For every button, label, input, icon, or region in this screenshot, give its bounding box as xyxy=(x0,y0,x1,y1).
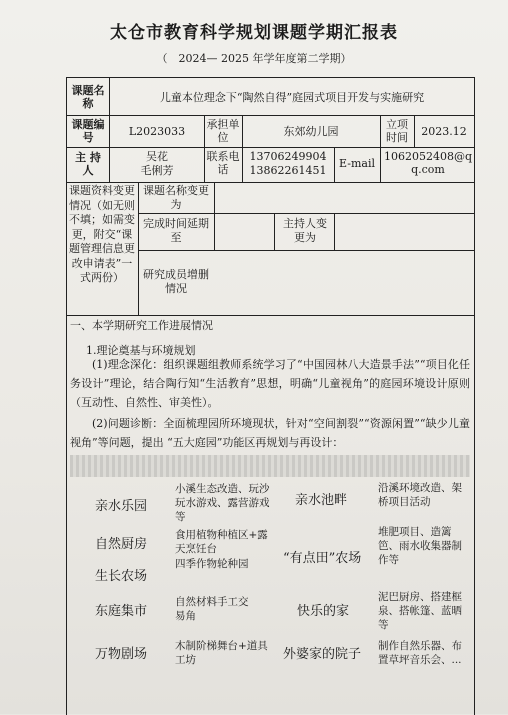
table-border xyxy=(138,213,474,214)
garden-desc: 四季作物轮种园 xyxy=(175,558,249,570)
unit-value: 东郊幼儿园 xyxy=(283,125,339,138)
blurred-strip xyxy=(70,455,470,477)
table-border xyxy=(474,77,475,715)
table-border xyxy=(138,250,474,251)
section-heading: 一、本学期研究工作进展情况 xyxy=(70,319,213,332)
garden-name: 万物剧场 xyxy=(95,647,148,662)
paragraph-2: (2)问题诊断：全面梳理园所环境现状，针对“空间割裂”“资源闲置”“缺少儿童视角”等问题，提出 “五大庭园”功能区再规划与再设计： xyxy=(70,417,470,449)
table-border xyxy=(138,182,139,315)
table-border xyxy=(334,213,335,250)
garden-desc: 自然材料手工交易角 xyxy=(175,596,249,622)
garden-desc: 制作自然乐器、布置草坪音乐会、... xyxy=(378,640,462,666)
email-label: E-mail xyxy=(339,157,375,170)
table-border xyxy=(214,182,215,250)
garden-name: 东庭集市 xyxy=(95,604,148,619)
date-value: 2023.12 xyxy=(421,125,467,138)
paragraph-1: (1)理念深化：组织课题组教师系统学习了“中国园林八大造景手法”“项目化任务设计”理论，结合陶行知“生活教育”思想，明确“儿童视角”的庭园环境设计原则（互动性、自然性、审美性）。 xyxy=(70,358,470,409)
host-name-2: 毛俐芳 xyxy=(140,164,174,177)
table-border xyxy=(66,115,474,116)
host-name-1: 吴花 xyxy=(146,150,168,163)
table-border xyxy=(109,77,110,182)
topic-name-value: 儿童本位理念下“陶然自得”庭园式项目开发与实施研究 xyxy=(159,91,425,104)
table-border xyxy=(380,115,381,182)
change-label: 课题资料变更情况（如无则不填；如需变更，附交“课题管理信息更改申请表”一式两份） xyxy=(69,184,135,284)
garden-desc: 木制阶梯舞台+道具工坊 xyxy=(175,640,268,666)
date-label: 立项时间 xyxy=(386,118,408,144)
table-border xyxy=(242,115,243,182)
change-host-label: 主持人变更为 xyxy=(283,217,327,244)
unit-label: 承担单位 xyxy=(206,118,240,144)
garden-name: “有点田”农场 xyxy=(283,551,362,566)
email-value: 1062052408@qq.com xyxy=(383,150,473,176)
garden-desc: 食用植物种植区+露天烹饪台 xyxy=(175,529,268,555)
table-border xyxy=(66,77,67,715)
page-title: 太仓市教育科学规划课题学期汇报表 xyxy=(110,23,398,43)
topic-name-label: 课题名称 xyxy=(71,84,105,110)
table-border xyxy=(66,77,474,78)
garden-name: 快乐的家 xyxy=(297,604,350,619)
table-border xyxy=(204,115,205,182)
topic-no-label: 课题编号 xyxy=(71,118,105,144)
garden-name: 生长农场 xyxy=(95,569,148,584)
garden-desc: 泥巴厨房、搭建框泉、搭帐篷、蓝晒等 xyxy=(378,591,462,631)
phone-label: 联系电话 xyxy=(206,150,240,176)
change-members-label: 研究成员增删情况 xyxy=(143,268,209,295)
phone-2: 13862261451 xyxy=(249,164,327,177)
host-label: 主 持 人 xyxy=(75,151,101,177)
topic-no-value: L2023033 xyxy=(128,125,186,138)
garden-name: 自然厨房 xyxy=(95,537,148,552)
change-name-label: 课题名称变更为 xyxy=(143,184,209,211)
change-date-label: 完成时间延期至 xyxy=(143,217,209,244)
table-border xyxy=(66,147,474,148)
phone-1: 13706249904 xyxy=(249,150,327,163)
garden-desc: 堆肥项目、造篱笆、雨水收集器制作等 xyxy=(378,526,462,566)
subsection-heading: 1.理论奠基与环境规划 xyxy=(86,344,196,357)
garden-desc: 小溪生态改造、玩沙玩水游戏、露营游戏等 xyxy=(175,483,270,523)
table-border xyxy=(274,213,275,250)
garden-name: 外婆家的院子 xyxy=(283,647,362,662)
garden-name: 亲水池畔 xyxy=(295,493,348,508)
page-subtitle: （ 2024— 2025 年学年度第二学期） xyxy=(156,52,352,65)
garden-desc: 沿溪环境改造、架桥项目活动 xyxy=(378,482,462,508)
garden-name: 亲水乐园 xyxy=(95,499,148,514)
table-border xyxy=(334,147,335,182)
table-border xyxy=(66,182,474,183)
table-border xyxy=(66,315,474,316)
